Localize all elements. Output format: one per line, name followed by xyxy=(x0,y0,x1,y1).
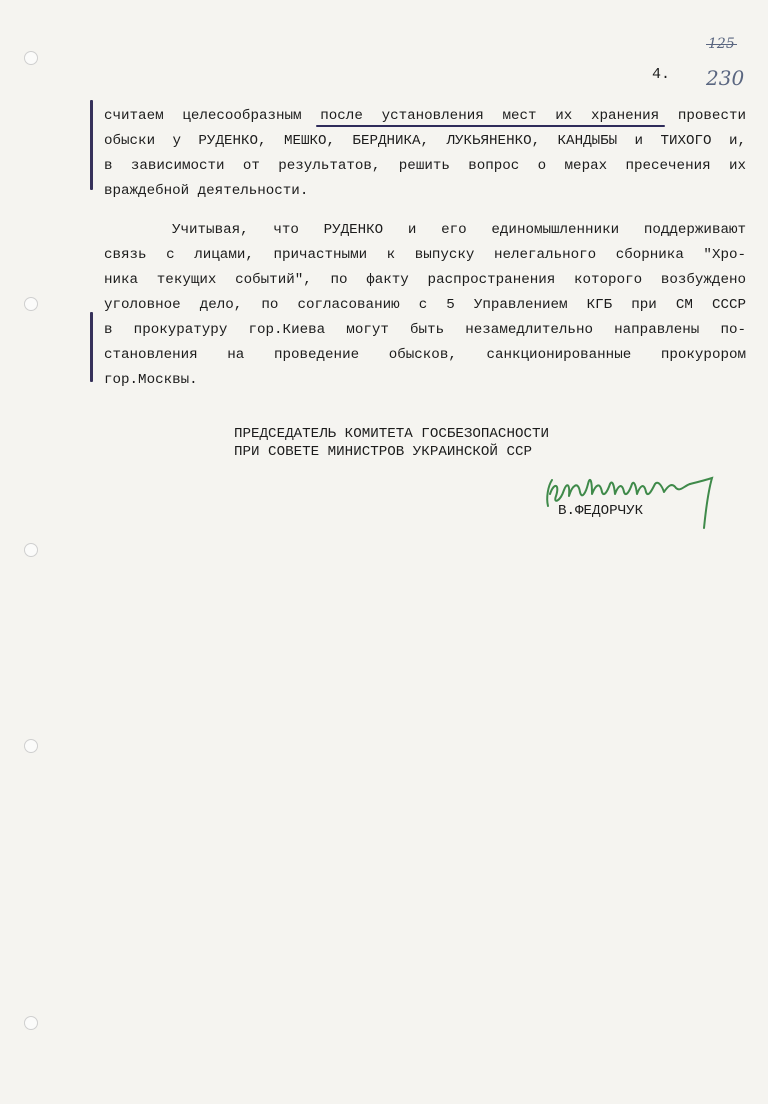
signature-title xyxy=(234,425,549,461)
paragraph-line: становления на проведение обысков, санкционированные прокурором xyxy=(104,347,746,363)
paragraph-1 xyxy=(104,104,746,204)
folio-number: 230 xyxy=(706,66,745,90)
paragraph-line: Учитывая, что РУДЕНКО и его единомышленники поддерживают xyxy=(172,222,746,238)
punch-hole xyxy=(24,1016,38,1030)
punch-hole xyxy=(24,51,38,65)
punch-hole xyxy=(24,543,38,557)
margin-mark xyxy=(90,100,93,190)
handwritten-signature xyxy=(540,462,730,532)
paragraph-line: обыски у РУДЕНКО, МЕШКО, БЕРДНИКА, ЛУКЬЯНЕНКО, КАНДЫБЫ и ТИХОГО и, xyxy=(104,133,746,149)
page-number: 4. xyxy=(652,66,671,83)
paragraph-line: гор.Москвы. xyxy=(104,372,198,388)
paragraph-line: уголовное дело, по согласованию с 5 Управлением КГБ при СМ СССР xyxy=(104,297,746,313)
paragraph-2 xyxy=(104,218,746,393)
signer-name: В.ФЕДОРЧУК xyxy=(558,503,644,519)
signature-title-line: ПРИ СОВЕТЕ МИНИСТРОВ УКРАИНСКОЙ ССР xyxy=(234,444,532,460)
paragraph-line: ника текущих событий", по факту распространения которого возбуждено xyxy=(104,272,746,288)
punch-hole xyxy=(24,297,38,311)
paragraph-line: в прокуратуру гор.Киева могут быть незамедлительно направлены по- xyxy=(104,322,746,338)
text-run: считаем целесообразным xyxy=(104,108,321,124)
punch-hole xyxy=(24,739,38,753)
margin-mark xyxy=(90,312,93,382)
text-run: провести xyxy=(659,108,746,124)
underlined-phrase: после установления мест их хранения xyxy=(320,108,660,124)
paragraph-line xyxy=(104,104,746,129)
paragraph-line: в зависимости от результатов, решить вопрос о мерах пресечения их xyxy=(104,158,746,174)
signature-title-line: ПРЕДСЕДАТЕЛЬ КОМИТЕТА ГОСБЕЗОПАСНОСТИ xyxy=(234,426,550,442)
paragraph-line: враждебной деятельности. xyxy=(104,183,309,199)
paragraph-line: связь с лицами, причастными к выпуску нелегального сборника "Хро- xyxy=(104,247,746,263)
folio-number-crossed: 125 xyxy=(708,36,735,52)
